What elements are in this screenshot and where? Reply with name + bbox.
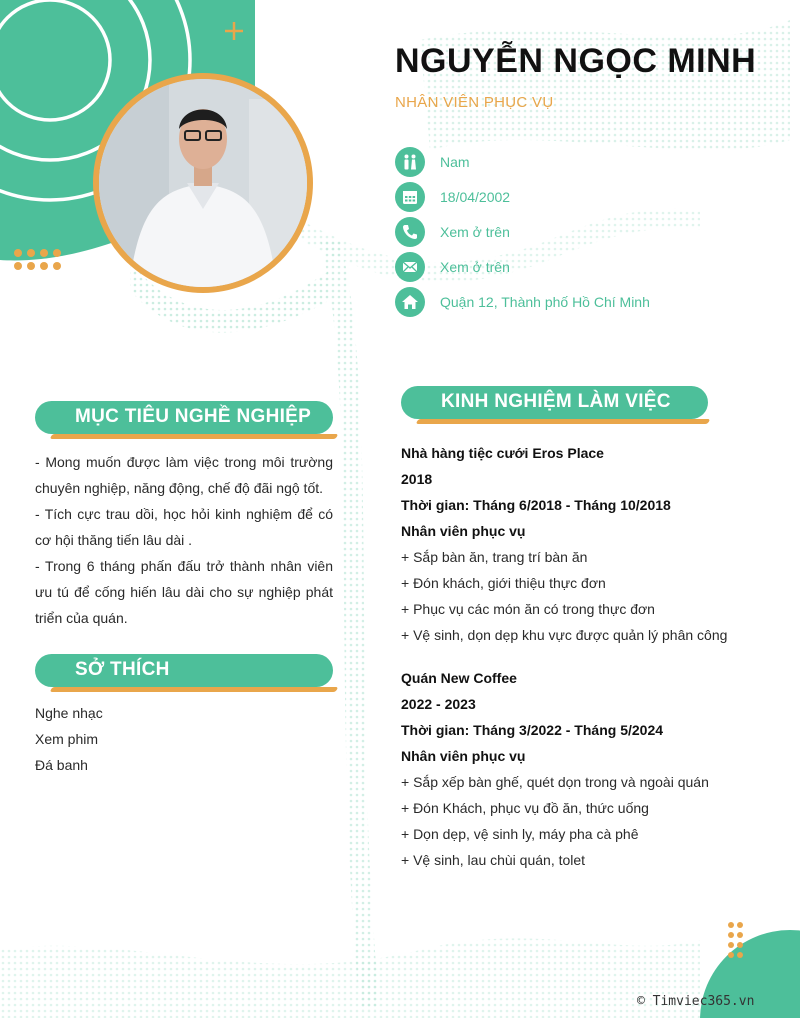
phone-value: Xem ở trên bbox=[440, 223, 510, 240]
contact-address bbox=[395, 284, 650, 319]
birthday-value: 18/04/2002 bbox=[440, 188, 511, 205]
job-task: + Đón khách, giới thiệu thực đơn bbox=[401, 575, 606, 591]
contact-phone bbox=[395, 214, 650, 249]
job-task: + Đón Khách, phục vụ đồ ăn, thức uống bbox=[401, 800, 649, 816]
phone-icon bbox=[395, 217, 425, 247]
contact-gender bbox=[395, 144, 650, 179]
job-task: + Vệ sinh, lau chùi quán, tolet bbox=[401, 852, 586, 868]
home-icon bbox=[395, 287, 425, 317]
watermark: © Timviec365.vn bbox=[637, 994, 755, 1009]
dot-grid-decoration bbox=[726, 920, 746, 960]
email-value: Xem ở trên bbox=[440, 258, 510, 275]
objective-item: - Tích cực trau dồi, học hỏi kinh nghiệm để có cơ hội thăng tiến lâu dài . bbox=[35, 506, 333, 548]
email-icon bbox=[395, 252, 425, 282]
hobbies-list bbox=[35, 700, 103, 778]
job-task: + Sắp bàn ăn, trang trí bàn ăn bbox=[401, 549, 588, 565]
job-period: Thời gian: Tháng 6/2018 - Tháng 10/2018 bbox=[401, 497, 671, 513]
job-year: 2022 - 2023 bbox=[401, 696, 476, 712]
job-entry bbox=[401, 440, 761, 648]
contact-email bbox=[395, 249, 650, 284]
objective-content bbox=[35, 449, 333, 631]
job-year: 2018 bbox=[401, 471, 433, 487]
job-task: + Sắp xếp bàn ghế, quét dọn trong và ngoài quán bbox=[401, 774, 709, 790]
contact-list bbox=[395, 144, 650, 319]
experience-list bbox=[401, 440, 761, 890]
job-task: + Vệ sinh, dọn dẹp khu vực được quản lý phân công bbox=[401, 627, 728, 643]
job-period: Thời gian: Tháng 3/2022 - Tháng 5/2024 bbox=[401, 722, 664, 738]
objective-title: MỤC TIÊU NGHỀ NGHIỆP bbox=[75, 406, 312, 427]
hobbies-section-header bbox=[35, 654, 333, 692]
address-value: Quận 12, Thành phố Hồ Chí Minh bbox=[440, 293, 650, 310]
company-name: Quán New Coffee bbox=[401, 670, 517, 686]
hobby-item: Xem phim bbox=[35, 731, 99, 747]
objective-section-header bbox=[35, 401, 333, 439]
job-entry bbox=[401, 665, 761, 873]
job-position: Nhân viên phục vụ bbox=[401, 523, 526, 539]
objective-item: - Trong 6 tháng phấn đấu trở thành nhân viên ưu tú để cống hiến lâu dài cho sự nghiệp phát triển của quán. bbox=[35, 558, 333, 626]
experience-section-header bbox=[401, 386, 708, 424]
profile-photo bbox=[93, 73, 313, 293]
candidate-name: NGUYỄN NGỌC MINH bbox=[395, 42, 757, 80]
hobby-item: Đá banh bbox=[35, 757, 88, 773]
job-task: + Phục vụ các món ăn có trong thực đơn bbox=[401, 601, 655, 617]
objective-item: - Mong muốn được làm việc trong môi trường chuyên nghiệp, năng động, chế độ đãi ngộ tốt. bbox=[35, 454, 333, 496]
job-task: + Dọn dẹp, vệ sinh ly, máy pha cà phê bbox=[401, 826, 639, 842]
job-title: NHÂN VIÊN PHỤC VỤ bbox=[395, 94, 554, 111]
gender-value: Nam bbox=[440, 153, 470, 170]
experience-title: KINH NGHIỆM LÀM VIỆC bbox=[441, 391, 671, 412]
calendar-icon bbox=[395, 182, 425, 212]
hobbies-title: SỞ THÍCH bbox=[75, 659, 170, 680]
gender-icon bbox=[395, 147, 425, 177]
company-name: Nhà hàng tiệc cưới Eros Place bbox=[401, 445, 604, 461]
contact-birthday bbox=[395, 179, 650, 214]
hobby-item: Nghe nhạc bbox=[35, 705, 103, 721]
job-position: Nhân viên phục vụ bbox=[401, 748, 526, 764]
